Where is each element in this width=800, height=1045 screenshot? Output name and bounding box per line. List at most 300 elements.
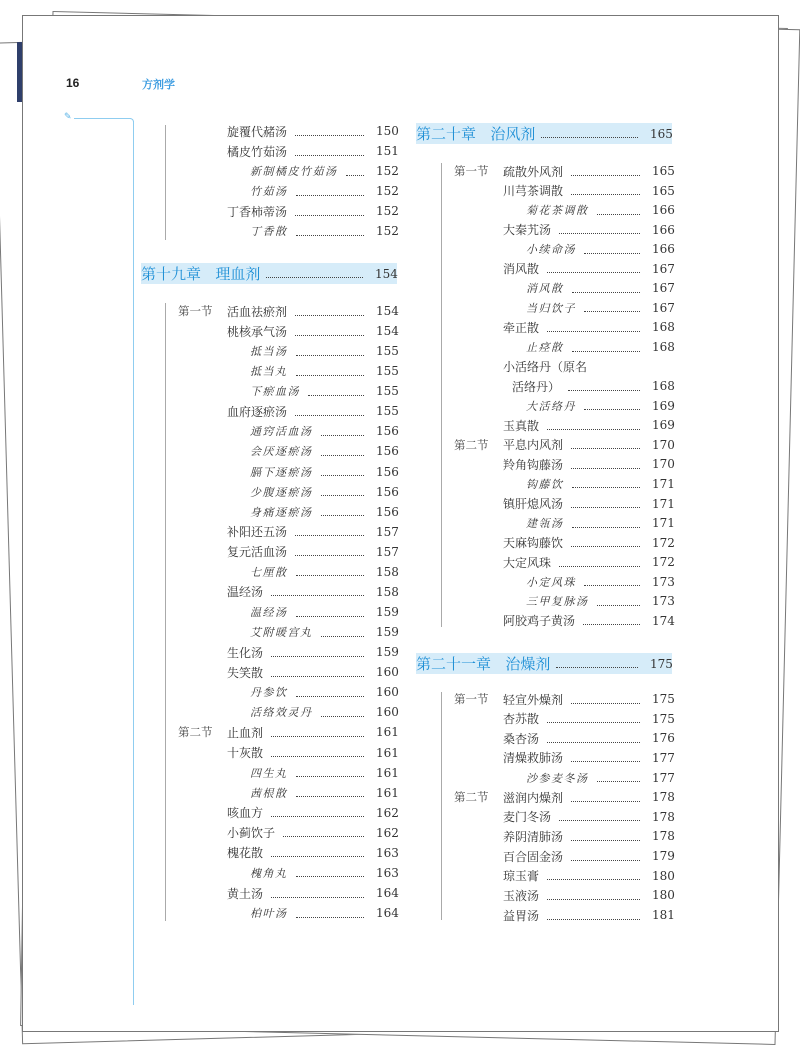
entry-name: 茜根散 [250, 786, 288, 800]
entry-page: 172 [652, 555, 675, 570]
dot-leader [295, 547, 364, 556]
dot-leader [571, 753, 640, 762]
dot-leader [597, 206, 641, 215]
entry-name: 消风散 [526, 282, 564, 296]
entry-name: 天麻钩藤饮 [503, 536, 564, 551]
toc-entry[interactable] [250, 502, 398, 522]
entry-name: 旋覆代赭汤 [227, 124, 288, 139]
entry-name: 温经汤 [227, 585, 264, 600]
chapter-title: 治风剂 [490, 125, 536, 143]
running-header-title: 方剂学 [142, 78, 175, 91]
entry-page: 156 [376, 504, 399, 519]
entry-page: 175 [652, 711, 675, 726]
entry-name: 艾附暖宫丸 [250, 626, 313, 640]
entry-name: 竹茹汤 [250, 185, 288, 198]
toc-entry[interactable] [227, 642, 398, 662]
toc-entry[interactable] [503, 533, 674, 553]
toc-entry[interactable] [250, 622, 398, 642]
toc-entry[interactable] [503, 885, 674, 905]
toc-entry[interactable] [250, 482, 398, 502]
toc-entry[interactable] [526, 298, 674, 318]
toc-entry[interactable] [526, 591, 674, 611]
dot-leader [321, 447, 365, 456]
entry-name: 四生丸 [250, 766, 288, 780]
entry-name: 牵正散 [503, 320, 540, 335]
entry-page: 161 [376, 725, 399, 740]
toc-entry[interactable] [526, 396, 674, 416]
entry-name: 当归饮子 [526, 301, 576, 315]
chapter-page: 154 [375, 266, 398, 281]
entry-page: 173 [652, 594, 675, 609]
entry-name: 七厘散 [250, 565, 288, 579]
dot-leader [321, 507, 365, 516]
entry-name: 清燥救肺汤 [503, 751, 564, 766]
toc-entry[interactable] [250, 181, 398, 201]
entry-page: 163 [376, 845, 399, 860]
toc-entry[interactable] [526, 278, 674, 298]
dot-leader [295, 307, 364, 316]
dot-leader [295, 407, 364, 416]
entry-page: 165 [652, 183, 675, 198]
entry-name: 膈下逐瘀汤 [250, 465, 313, 479]
dot-leader [547, 323, 640, 332]
dot-leader [296, 227, 365, 236]
dot-leader [571, 832, 640, 841]
entry-name: 复元活血汤 [227, 545, 288, 560]
toc-entry[interactable] [503, 709, 674, 729]
entry-page: 154 [376, 304, 399, 318]
dot-leader [296, 347, 365, 356]
toc-entry[interactable] [454, 161, 675, 181]
entry-page: 178 [652, 790, 675, 805]
entry-name: 玉液汤 [503, 888, 540, 903]
entry-name: 消风散 [503, 262, 540, 277]
entry-name: 新制橘皮竹茹汤 [250, 165, 338, 178]
dot-leader [595, 363, 640, 371]
toc-entry[interactable] [227, 321, 398, 341]
dot-leader [295, 147, 364, 156]
entry-name: 疏散外风剂 [503, 164, 564, 179]
dot-leader [547, 891, 640, 900]
entry-page: 154 [376, 324, 399, 339]
entry-page: 167 [652, 281, 675, 296]
entry-name: 大秦艽汤 [503, 223, 552, 238]
entry-name: 活络效灵丹 [250, 706, 313, 720]
dot-leader [321, 628, 365, 637]
toc-entry[interactable] [250, 341, 398, 361]
entry-name: 抵当丸 [250, 365, 288, 379]
entry-name: 小定风珠 [526, 575, 576, 589]
toc-entry[interactable] [526, 239, 674, 259]
entry-page: 168 [652, 379, 675, 394]
dot-leader [321, 708, 365, 717]
dot-leader [547, 421, 640, 430]
dot-leader [346, 167, 365, 176]
entry-name: 平息内风剂 [503, 438, 564, 453]
dot-leader [321, 427, 365, 436]
entry-page: 166 [652, 242, 675, 257]
toc-entry[interactable] [526, 474, 674, 494]
entry-name: 川芎茶调散 [503, 184, 564, 199]
toc-entry[interactable] [250, 221, 398, 241]
dot-leader [296, 688, 365, 697]
chapter-number: 第二十章 [416, 125, 491, 143]
dot-leader [295, 127, 364, 136]
entry-name: 镇肝熄风汤 [503, 497, 564, 512]
toc-entry[interactable] [454, 787, 675, 807]
dot-leader [296, 768, 365, 777]
entry-name: 黄土汤 [227, 886, 264, 901]
toc-entry[interactable] [250, 763, 398, 783]
entry-page: 170 [652, 457, 675, 472]
section-label: 第二节 [454, 437, 489, 452]
entry-name: 琼玉膏 [503, 869, 540, 884]
entry-name: 生化汤 [227, 645, 264, 660]
entry-page: 155 [376, 404, 399, 419]
toc-entry[interactable] [503, 259, 674, 279]
dot-leader [584, 577, 640, 586]
entry-page: 162 [376, 825, 399, 840]
entry-name: 轻宣外燥剂 [503, 692, 564, 707]
chapter-heading[interactable] [141, 263, 397, 284]
entry-name: 小蓟饮子 [227, 826, 276, 841]
entry-page: 155 [376, 364, 399, 379]
entry-name: 丹参饮 [250, 686, 288, 700]
entry-name: 三甲复脉汤 [526, 595, 589, 609]
entry-page: 163 [376, 865, 399, 880]
toc-entry[interactable] [178, 722, 399, 742]
entry-name: 大定风珠 [503, 555, 552, 570]
entry-name: 玉真散 [503, 418, 540, 433]
dot-leader [572, 284, 641, 293]
dot-leader [541, 129, 638, 138]
entry-name: 建瓴汤 [526, 517, 564, 531]
entry-name: 丁香柿蒂汤 [227, 204, 288, 219]
entry-page: 156 [376, 424, 399, 439]
dot-leader [584, 245, 640, 254]
entry-page: 178 [652, 829, 675, 844]
dot-leader [271, 668, 364, 677]
entry-page: 168 [652, 340, 675, 355]
dot-leader [568, 382, 640, 391]
entry-name: 橘皮竹茹汤 [227, 144, 288, 159]
dot-leader [271, 808, 364, 817]
entry-page: 178 [652, 809, 675, 824]
toc-entry[interactable] [250, 161, 398, 181]
entry-page: 181 [652, 908, 675, 923]
toc-entry[interactable] [503, 317, 674, 337]
entry-name: 抵当汤 [250, 345, 288, 359]
chapter-page: 175 [650, 656, 673, 671]
toc-entry[interactable] [227, 542, 398, 562]
toc-entry[interactable] [503, 807, 674, 827]
dot-leader [271, 587, 364, 596]
entry-page: 159 [376, 625, 399, 640]
entry-name: 桑杏汤 [503, 731, 540, 746]
entry-page: 171 [652, 496, 675, 511]
dot-leader [271, 728, 364, 737]
toc-entry[interactable] [250, 562, 398, 582]
toc-entry[interactable] [526, 513, 674, 533]
toc-entry[interactable] [250, 783, 398, 803]
dot-leader [295, 327, 364, 336]
dot-leader [271, 848, 364, 857]
toc-entry[interactable] [250, 702, 398, 722]
toc-entry[interactable] [503, 748, 674, 768]
dot-leader [266, 269, 363, 278]
dot-leader [271, 648, 364, 657]
dot-leader [583, 616, 640, 625]
entry-name: 活血祛瘀剂 [227, 304, 288, 319]
dot-leader [547, 264, 640, 273]
entry-name: 补阳还五汤 [227, 525, 288, 540]
dot-leader [547, 871, 640, 880]
dot-leader [597, 773, 641, 782]
entry-page: 162 [376, 805, 399, 820]
entry-name: 大活络丹 [526, 399, 576, 413]
section-label: 第一节 [178, 304, 213, 318]
entry-page: 155 [376, 384, 399, 399]
entry-page: 159 [376, 605, 399, 620]
dot-leader [547, 734, 640, 743]
entry-name: 血府逐瘀汤 [227, 404, 288, 419]
toc-entry[interactable] [503, 728, 674, 748]
dot-leader [283, 828, 364, 837]
indent-rule [441, 692, 442, 920]
entry-name: 百合固金汤 [503, 849, 564, 864]
toc-entry[interactable] [227, 582, 398, 602]
entry-page: 160 [376, 665, 399, 680]
dot-leader [296, 187, 365, 196]
toc-entry[interactable] [227, 141, 398, 161]
page-number: 16 [66, 76, 80, 90]
toc-entry[interactable] [227, 843, 398, 863]
entry-name: 菊花茶调散 [526, 204, 589, 218]
entry-page: 160 [376, 705, 399, 720]
toc-entry[interactable] [250, 903, 398, 923]
toc-entry[interactable] [227, 803, 398, 823]
toc-entry[interactable] [503, 552, 674, 572]
entry-page: 172 [652, 535, 675, 550]
entry-page: 152 [376, 224, 399, 238]
dot-leader [271, 748, 364, 757]
entry-name: 益胃汤 [503, 908, 540, 923]
dot-leader [571, 460, 640, 469]
brush-icon: ✎ [64, 112, 72, 122]
dot-leader [571, 538, 640, 547]
entry-page: 171 [652, 516, 675, 531]
entry-name: 下瘀血汤 [250, 385, 300, 399]
dot-leader [571, 167, 640, 176]
dot-leader [572, 519, 641, 528]
dot-leader [559, 812, 640, 821]
entry-page: 161 [376, 745, 399, 760]
dot-leader [584, 401, 640, 410]
toc-entry[interactable] [250, 421, 398, 441]
dot-leader [584, 303, 640, 312]
entry-page: 165 [652, 164, 675, 178]
entry-name: 槐花散 [227, 846, 264, 861]
toc-entry[interactable] [227, 121, 398, 141]
decorative-rule [74, 118, 131, 119]
indent-rule [165, 303, 166, 921]
entry-page: 159 [376, 645, 399, 660]
dot-leader [308, 387, 364, 396]
toc-entry[interactable] [526, 200, 674, 220]
entry-name: 丁香散 [250, 225, 288, 238]
entry-page: 180 [652, 868, 675, 883]
chapter-number: 第二十一章 [416, 655, 506, 673]
dot-leader [571, 695, 640, 704]
indent-rule [165, 125, 166, 240]
entry-page: 161 [376, 785, 399, 800]
toc-entry[interactable] [227, 662, 398, 682]
dot-leader [321, 487, 365, 496]
toc-entry[interactable] [503, 826, 674, 846]
dot-leader [271, 889, 364, 898]
entry-page: 175 [652, 692, 675, 706]
entry-name: 柏叶汤 [250, 907, 288, 921]
toc-entry[interactable] [227, 201, 398, 221]
entry-name: 失笑散 [227, 665, 264, 680]
toc-entry[interactable] [526, 337, 674, 357]
toc-entry[interactable] [250, 602, 398, 622]
toc-entry[interactable] [526, 572, 674, 592]
toc-entry[interactable] [250, 682, 398, 702]
dot-leader [296, 909, 365, 918]
dot-leader [572, 479, 641, 488]
entry-page: 177 [652, 770, 675, 785]
entry-page: 164 [376, 906, 399, 921]
entry-page: 152 [376, 204, 399, 218]
entry-name: 阿胶鸡子黄汤 [503, 614, 576, 629]
dot-leader [571, 499, 640, 508]
toc-entry[interactable] [503, 454, 674, 474]
entry-page: 164 [376, 886, 399, 901]
entry-page: 156 [376, 484, 399, 499]
entry-page: 169 [652, 418, 675, 433]
entry-page: 170 [652, 437, 675, 452]
entry-page: 160 [376, 685, 399, 700]
toc-entry[interactable] [227, 743, 398, 763]
entry-page: 152 [376, 184, 399, 198]
entry-name: 槐角丸 [250, 866, 288, 880]
entry-name: 咳血方 [227, 806, 264, 821]
entry-page: 173 [652, 574, 675, 589]
dot-leader [296, 608, 365, 617]
entry-name: 会厌逐瘀汤 [250, 445, 313, 459]
indent-rule [441, 163, 442, 627]
chapter-title: 治燥剂 [505, 655, 551, 673]
entry-page: 158 [376, 584, 399, 599]
toc-entry[interactable] [503, 846, 674, 866]
dot-leader [296, 367, 365, 376]
dot-leader [547, 911, 640, 920]
toc-entry[interactable] [250, 863, 398, 883]
entry-page: 158 [376, 564, 399, 579]
entry-page: 157 [376, 544, 399, 559]
dot-leader [571, 852, 640, 861]
dot-leader [547, 714, 640, 723]
toc-entry[interactable] [503, 866, 674, 886]
toc-entry[interactable] [454, 689, 675, 709]
entry-name: 钩藤饮 [526, 477, 564, 491]
toc-entry[interactable] [512, 376, 674, 396]
entry-name: 羚角钩藤汤 [503, 457, 564, 472]
entry-page: 180 [652, 888, 675, 903]
toc-entry[interactable] [503, 415, 674, 435]
toc-entry[interactable] [227, 883, 398, 903]
dot-leader [559, 225, 640, 234]
chapter-heading[interactable] [416, 123, 672, 144]
dot-leader [559, 558, 640, 567]
toc-entry[interactable] [250, 441, 398, 461]
entry-name: 小续命汤 [526, 243, 576, 257]
dot-leader [571, 793, 640, 802]
dot-leader [295, 207, 364, 216]
entry-name: 桃核承气汤 [227, 324, 288, 339]
toc-entry[interactable] [250, 462, 398, 482]
entry-name: 少腹逐瘀汤 [250, 485, 313, 499]
entry-name: 滋润内燥剂 [503, 790, 564, 805]
chapter-page: 165 [650, 126, 673, 141]
toc-entry[interactable] [227, 401, 398, 421]
chapter-title: 理血剂 [215, 265, 261, 283]
toc-entry[interactable] [178, 301, 399, 321]
entry-name: 杏苏散 [503, 712, 540, 727]
chapter-heading[interactable] [416, 653, 672, 674]
toc-entry[interactable] [503, 220, 674, 240]
entry-name: 麦门冬汤 [503, 810, 552, 825]
entry-page: 176 [652, 731, 675, 746]
entry-name: 温经汤 [250, 606, 288, 620]
toc-entry[interactable] [503, 611, 674, 631]
entry-name: 止血剂 [227, 725, 264, 740]
entry-page: 166 [652, 203, 675, 218]
entry-name: 沙参麦冬汤 [526, 771, 589, 785]
toc-entry[interactable] [503, 357, 674, 377]
toc-entry[interactable] [227, 823, 398, 843]
entry-page: 155 [376, 344, 399, 359]
toc-entry[interactable] [250, 381, 398, 401]
toc-entry[interactable] [454, 435, 675, 455]
dot-leader [321, 467, 365, 476]
toc-entry[interactable] [250, 361, 398, 381]
section-label: 第二节 [454, 790, 489, 805]
dot-leader [296, 788, 365, 797]
toc-entry[interactable] [526, 768, 674, 788]
entry-name: 活络丹） [512, 379, 561, 394]
entry-name: 身痛逐瘀汤 [250, 505, 313, 519]
section-label: 第二节 [178, 725, 213, 740]
entry-page: 171 [652, 476, 675, 491]
entry-page: 161 [376, 765, 399, 780]
section-label: 第一节 [454, 164, 489, 178]
entry-name: 通窍活血汤 [250, 425, 313, 439]
entry-page: 151 [376, 144, 399, 158]
toc-entry[interactable] [227, 522, 398, 542]
toc-entry[interactable] [503, 905, 674, 925]
dot-leader [296, 868, 365, 877]
chapter-number: 第十九章 [141, 265, 216, 283]
toc-entry[interactable] [503, 494, 674, 514]
entry-page: 156 [376, 464, 399, 479]
section-label: 第一节 [454, 692, 489, 706]
entry-page: 179 [652, 849, 675, 864]
entry-page: 167 [652, 261, 675, 276]
toc-entry[interactable] [503, 181, 674, 201]
dot-leader [295, 527, 364, 536]
